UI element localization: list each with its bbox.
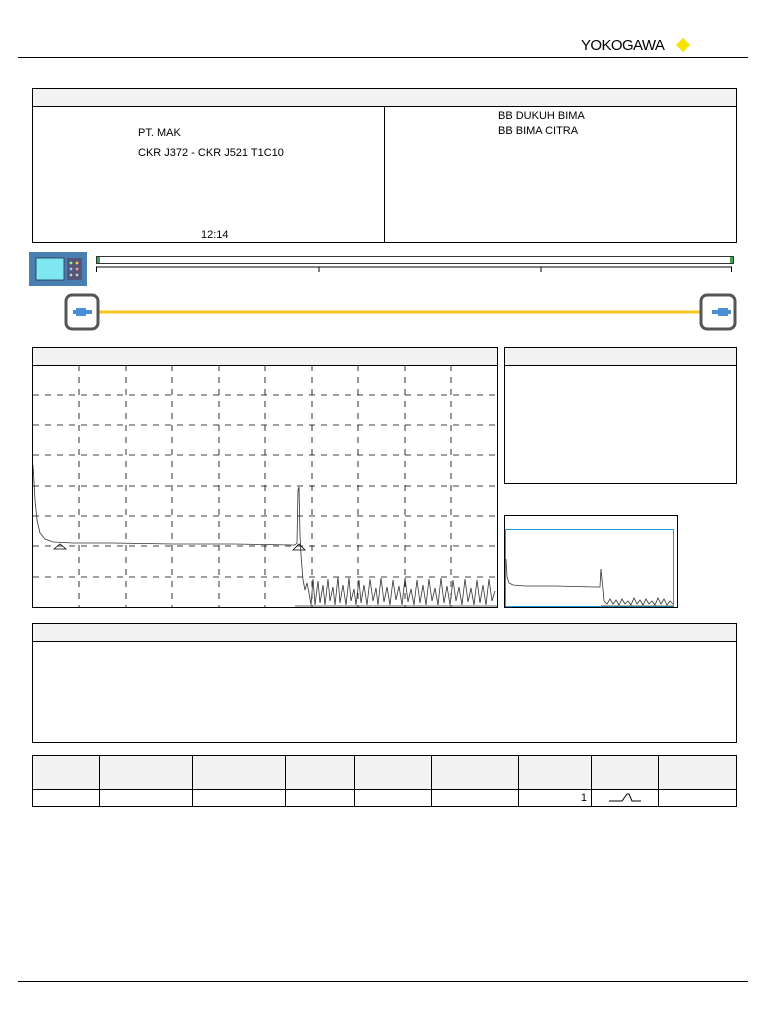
overview-graph: [505, 529, 674, 607]
event-table-header: [33, 756, 737, 790]
col-header: [286, 756, 355, 790]
table-cell: [432, 790, 519, 807]
reflective-event-icon: [608, 791, 642, 803]
settings-panel: [504, 347, 737, 484]
start-connector-icon: [66, 295, 98, 329]
footer-rule: [18, 981, 748, 982]
distance-scale-bar: [96, 257, 734, 273]
table-cell: [592, 790, 659, 807]
table-cell: [355, 790, 432, 807]
event-number: 1: [519, 790, 592, 807]
info-panel: [32, 88, 737, 243]
trace-grid: [33, 365, 497, 607]
event-marker-start: [54, 544, 66, 549]
brand-diamond-icon: [676, 38, 690, 52]
col-header: [100, 756, 193, 790]
table-cell: [193, 790, 286, 807]
info-panel-divider: [384, 106, 385, 242]
fiber-map: [28, 250, 742, 334]
trace-panel-header: [33, 348, 497, 366]
comments-panel-header: [33, 624, 736, 642]
settings-panel-header: [505, 348, 736, 366]
end-connector-icon: [701, 295, 735, 329]
otdr-device-icon: [29, 252, 87, 286]
measure-time: 12:14: [201, 229, 229, 241]
table-cell: [659, 790, 737, 807]
col-header: [33, 756, 100, 790]
col-header: [659, 756, 737, 790]
origin-location: BB DUKUH BIMA: [498, 110, 585, 122]
col-header: [355, 756, 432, 790]
info-panel-header: [33, 89, 736, 107]
col-header: [432, 756, 519, 790]
overview-trace-line: [506, 559, 673, 605]
end-location: BB BIMA CITRA: [498, 125, 579, 137]
brand-logo: YOKOGAWA: [581, 37, 665, 54]
col-header: [519, 756, 592, 790]
company-name: PT. MAK: [138, 127, 181, 139]
table-cell: [100, 790, 193, 807]
event-table: [32, 755, 737, 807]
table-cell: [286, 790, 355, 807]
cable-id: CKR J372 - CKR J521 T1C10: [138, 147, 284, 159]
col-header: [592, 756, 659, 790]
table-row[interactable]: [33, 790, 737, 807]
table-cell: [33, 790, 100, 807]
col-header: [193, 756, 286, 790]
header-rule: [18, 57, 748, 58]
trace-graph: [33, 365, 497, 607]
comments-panel: [32, 623, 737, 743]
